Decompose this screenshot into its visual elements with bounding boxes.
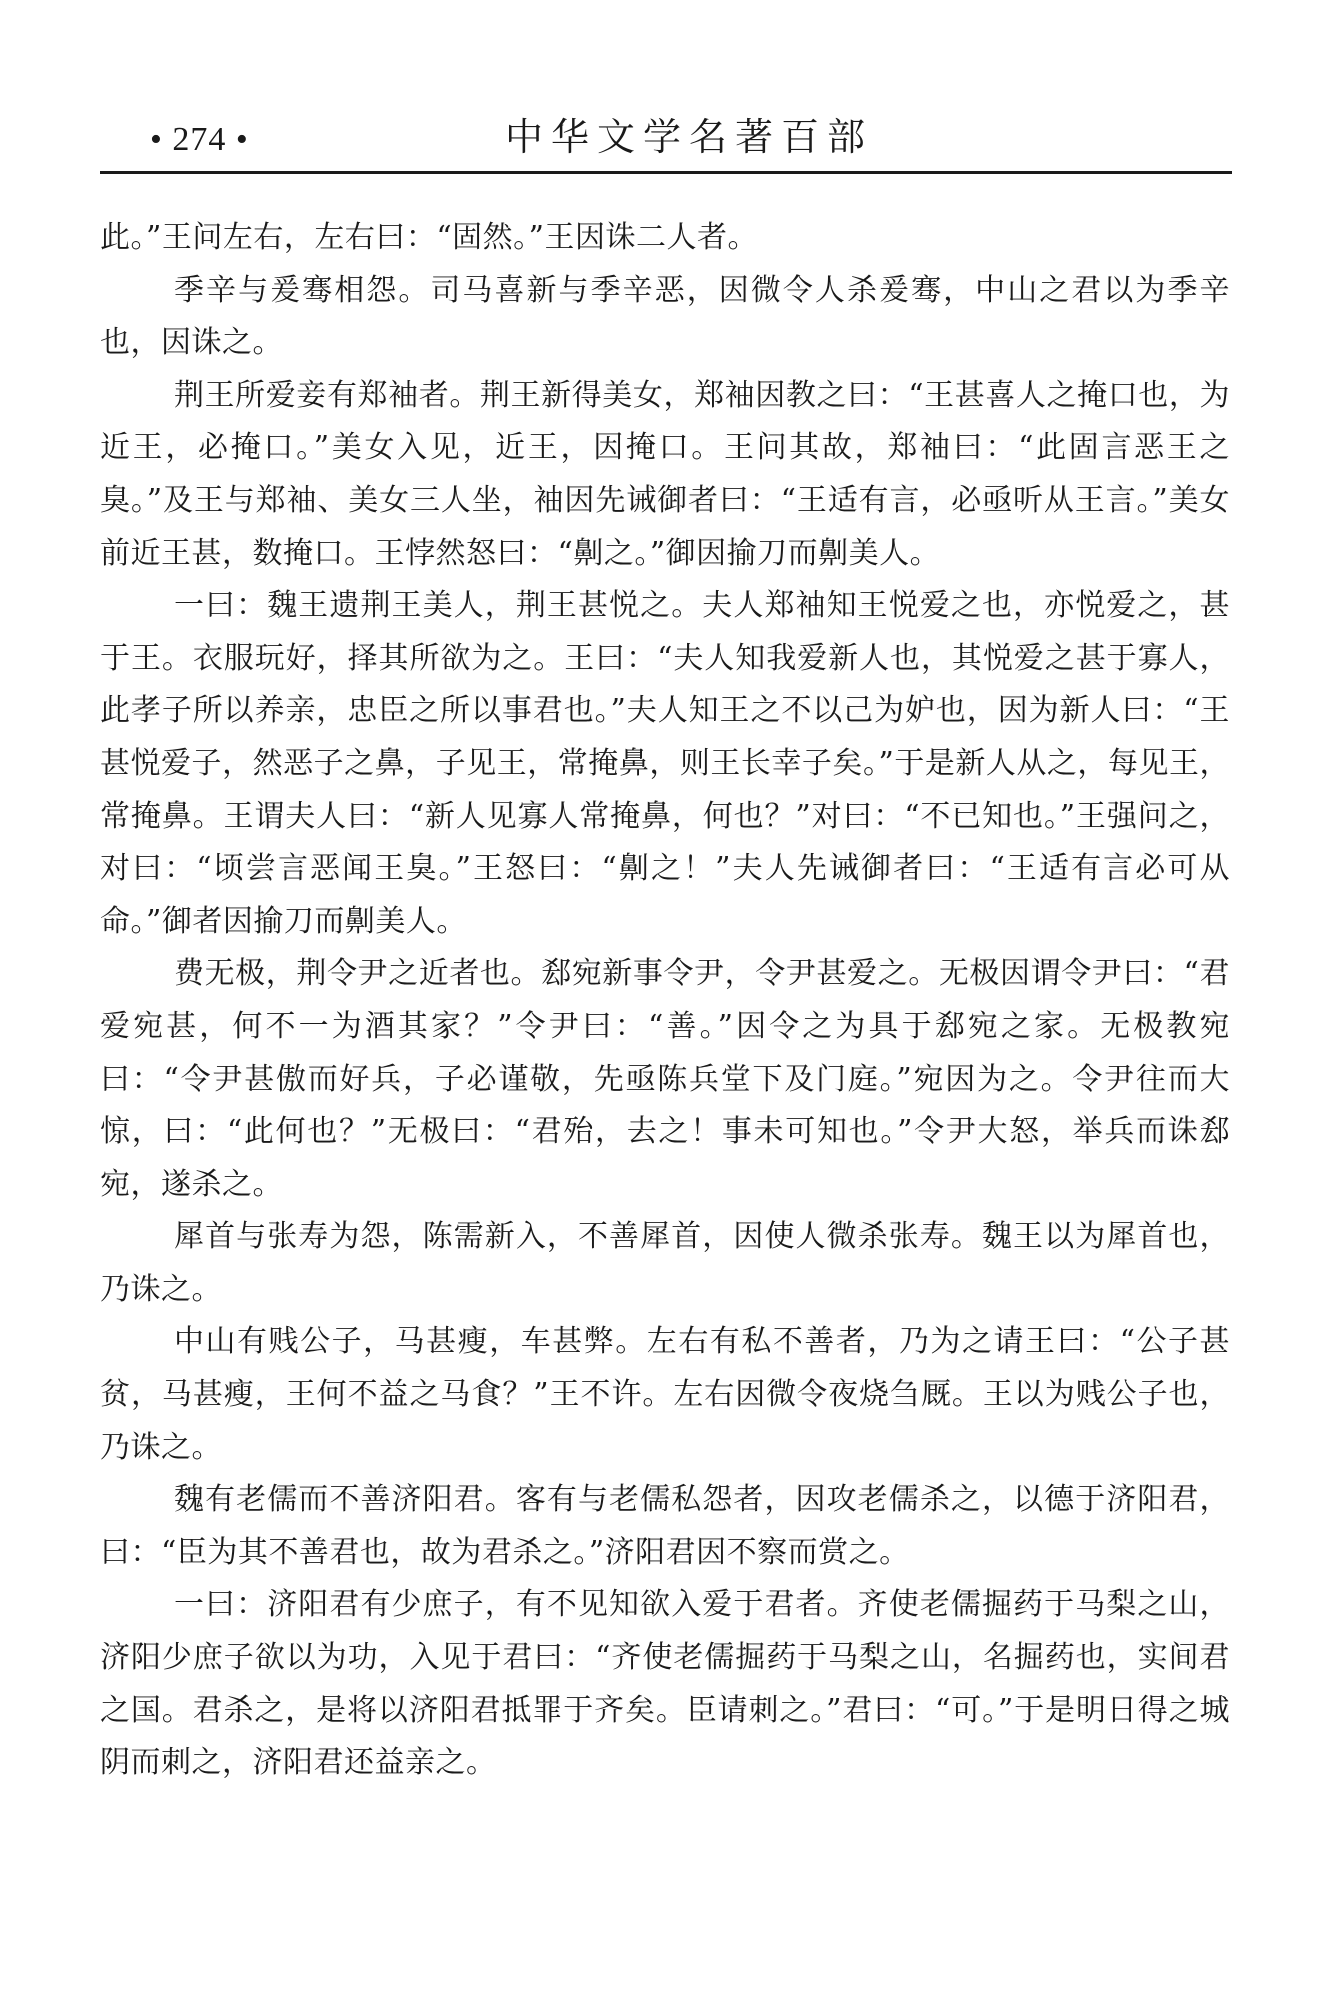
paragraph: 一曰：济阳君有少庶子，有不见知欲入爱于君者。齐使老儒掘药于马梨之山，济阳少庶子欲以为功，入见于君曰：“齐使老儒掘药于马梨之山，名掘药也，实间君之国。君杀之，是将以济阳君抵罪于齐矣。臣请刺之。”君曰：“可。”于是明日得之城阴而刺之，济阳君还益亲之。 bbox=[100, 1587, 1230, 1781]
paragraph: 犀首与张寿为怨，陈需新入，不善犀首，因使人微杀张寿。魏王以为犀首也，乃诛之。 bbox=[100, 1219, 1230, 1307]
paragraph: 荆王所爱妾有郑袖者。荆王新得美女，郑袖因教之曰：“王甚喜人之掩口也，为近王，必掩口。”美女入见，近王，因掩口。王问其故，郑袖曰：“此固言恶王之臭。”及王与郑袖、美女三人坐，袖因先诫御者曰：“王适有言，必亟听从王言。”美女前近王甚，数掩口。王悖然怒曰：“劓之。”御因揄刀而劓美人。 bbox=[100, 377, 1230, 571]
paragraph: 一曰：魏王遗荆王美人，荆王甚悦之。夫人郑袖知王悦爱之也，亦悦爱之，甚于王。衣服玩好，择其所欲为之。王曰：“夫人知我爱新人也，其悦爱之甚于寡人，此孝子所以养亲，忠臣之所以事君也。”夫人知王之不以己为妒也，因为新人曰：“王甚悦爱子，然恶子之鼻，子见王，常掩鼻，则王长幸子矣。”于是新人从之，每见王，常掩鼻。王谓夫人曰：“新人见寡人常掩鼻，何也？”对曰：“不已知也。”王强问之，对曰：“顷尝言恶闻王臭。”王怒曰：“劓之！”夫人先诫御者曰：“王适有言必可从命。”御者因揄刀而劓美人。 bbox=[100, 588, 1230, 939]
paragraph: 魏有老儒而不善济阳君。客有与老儒私怨者，因攻老儒杀之，以德于济阳君，曰：“臣为其不善君也，故为君杀之。”济阳君因不察而赏之。 bbox=[100, 1482, 1230, 1570]
page-header bbox=[100, 112, 1232, 168]
paragraph: 中山有贱公子，马甚瘦，车甚弊。左右有私不善者，乃为之请王曰：“公子甚贫，马甚瘦，王何不益之马食？”王不许。左右因微令夜烧刍厩。王以为贱公子也，乃诛之。 bbox=[100, 1324, 1230, 1465]
body-text bbox=[100, 212, 1230, 1790]
paragraph: 季辛与爰骞相怨。司马喜新与季辛恶，因微令人杀爰骞，中山之君以为季辛也，因诛之。 bbox=[100, 272, 1230, 361]
paragraph: 费无极，荆令尹之近者也。郄宛新事令尹，令尹甚爱之。无极因谓令尹曰：“君爱宛甚，何不一为酒其家？”令尹曰：“善。”因令之为具于郄宛之家。无极教宛曰：“令尹甚傲而好兵，子必谨敬，先亟陈兵堂下及门庭。”宛因为之。令尹往而大惊，曰：“此何也？”无极曰：“君殆，去之！事未可知也。”令尹大怒，举兵而诛郄宛，遂杀之。 bbox=[100, 956, 1230, 1202]
book-title: 中华文学名著百部 bbox=[505, 115, 874, 159]
page-number: • 274 • bbox=[150, 121, 249, 158]
paragraph: 此。”王问左右，左右曰：“固然。”王因诛二人者。 bbox=[100, 220, 759, 255]
header-rule bbox=[100, 171, 1232, 174]
